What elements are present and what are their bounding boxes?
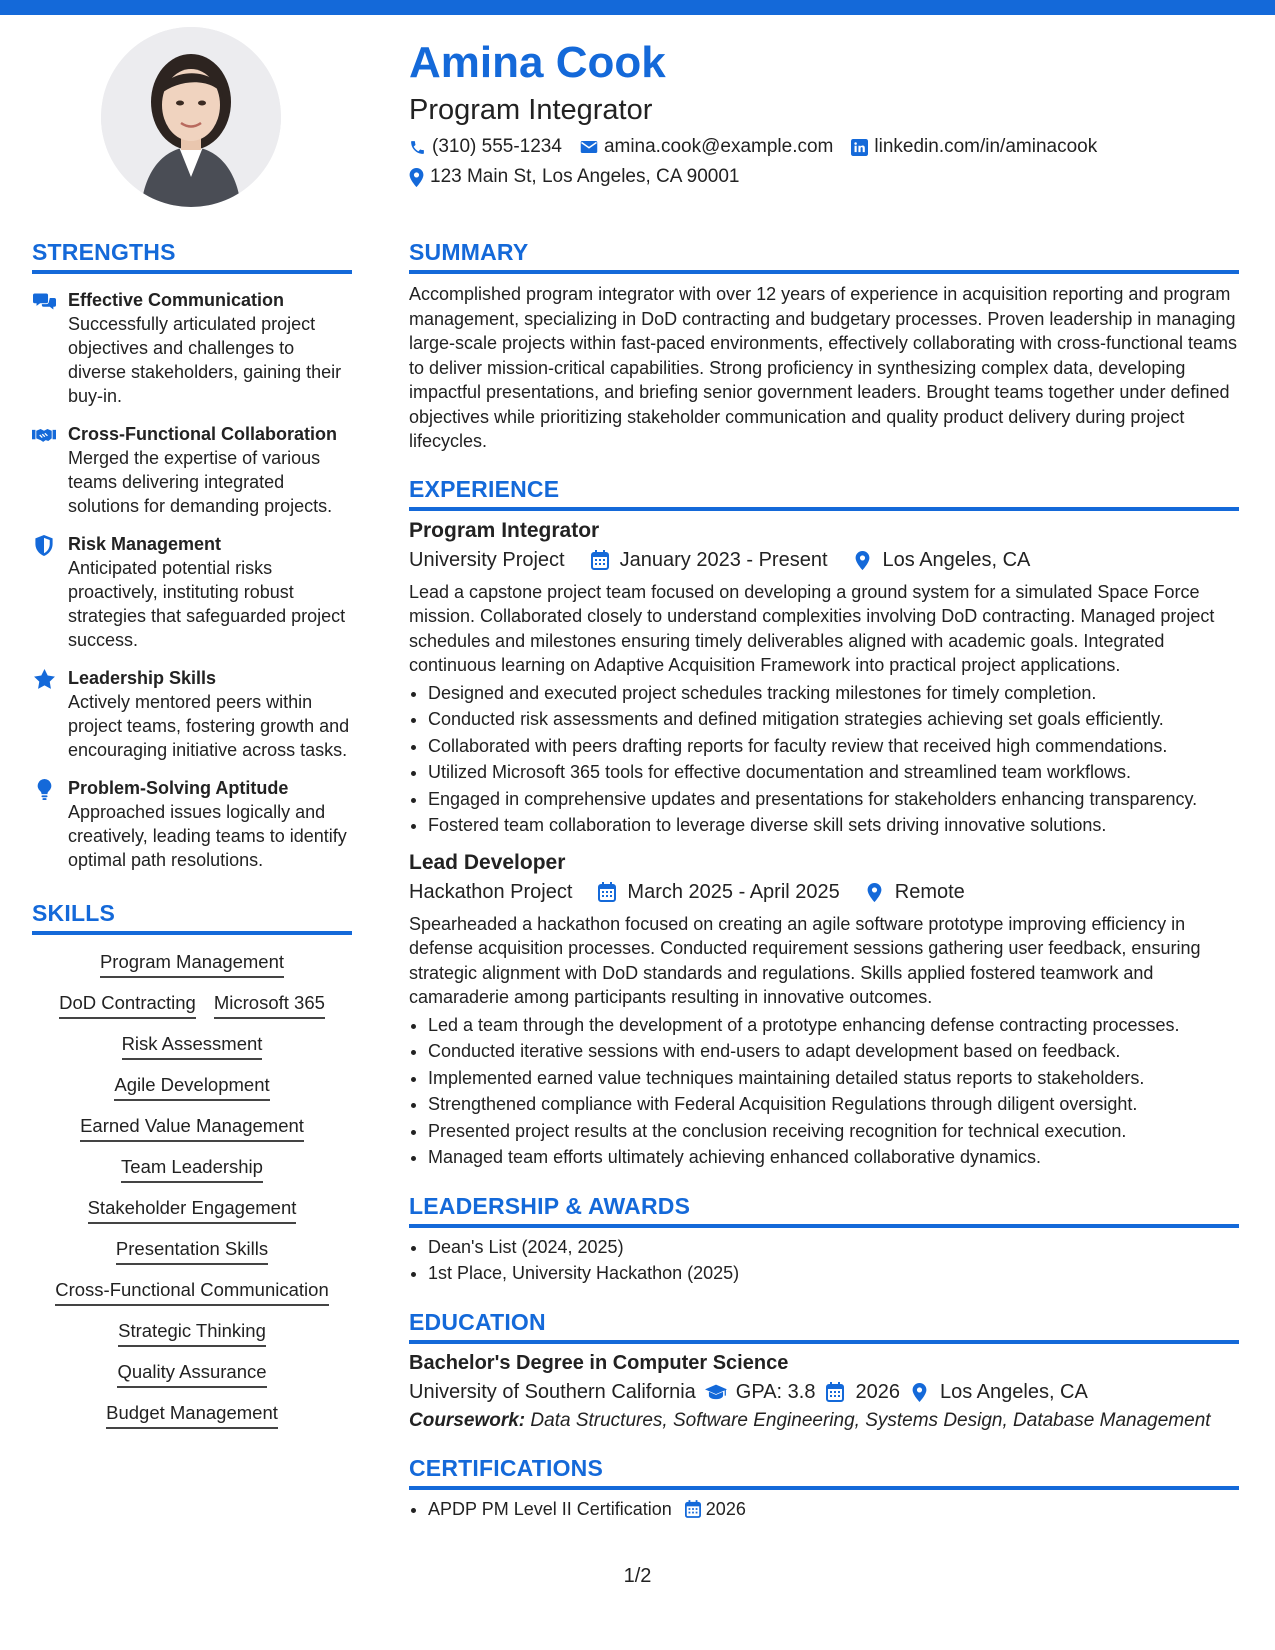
skill-tag: DoD Contracting: [59, 992, 196, 1019]
strength-description: Merged the expertise of various teams delivering integrated solutions for demanding projects.: [68, 448, 333, 516]
job-bullet: • Engaged in comprehensive updates and presentations for stakeholders enhancing transparency.: [428, 786, 1239, 813]
awards-heading: LEADERSHIP & AWARDS: [409, 1193, 1239, 1228]
shield-icon: [32, 533, 56, 557]
comments-icon: [32, 289, 56, 313]
strength-title: Risk Management: [68, 534, 222, 554]
certification-year: 2026: [705, 1498, 746, 1519]
job-title: Lead Developer: [409, 850, 566, 874]
linkedin-icon: [851, 139, 868, 156]
calendar-icon: [589, 549, 611, 571]
degree-title: Bachelor's Degree in Computer Science: [409, 1351, 789, 1374]
graduation-cap-icon: [705, 1381, 727, 1403]
portrait-image: [101, 27, 281, 207]
job-bullets: [409, 1012, 1239, 1171]
calendar-icon: [824, 1381, 846, 1403]
job-bullet: • Presented project results at the conclusion receiving recognition for technical execution.: [428, 1118, 1239, 1145]
job-bullet: • Led a team through the development of a prototype enhancing defense contracting processes.: [428, 1012, 1239, 1039]
job-entry: [409, 519, 1239, 839]
email-text[interactable]: amina.cook@example.com: [603, 136, 834, 158]
job-description: Lead a capstone project team focused on developing a ground system for a simulated Space Force mission. Collaborated closely to understand complexities involving DoD contracting. Managed project schedules and milestones ensuring timely deliverables aligned with academic goals. Integrated continuous learning on Adaptive Acquisition Framework into practical project applications.: [409, 581, 1215, 675]
job-bullet: • Managed team efforts ultimately achieving enhanced collaborative dynamics.: [428, 1144, 1239, 1171]
strength-title: Cross-Functional Collaboration: [68, 424, 338, 444]
strengths-heading: STRENGTHS: [32, 239, 352, 274]
job-bullet: • Collaborated with peers drafting reports for faculty review that received high commendations.: [428, 733, 1239, 760]
experience-section: [409, 476, 1239, 1171]
lightbulb-icon: [32, 777, 56, 801]
job-location: Remote: [894, 880, 965, 903]
graduation-year: 2026: [855, 1380, 900, 1403]
strength-description: Anticipated potential risks proactively, instituting robust strategies that safeguarded project success.: [68, 558, 346, 650]
strength-title: Effective Communication: [68, 290, 285, 310]
profile-photo: [101, 27, 281, 207]
gpa-text: GPA: 3.8: [735, 1380, 816, 1403]
envelope-icon: [580, 139, 598, 155]
certifications-heading: CERTIFICATIONS: [409, 1455, 1239, 1490]
job-dates: January 2023 - Present: [619, 548, 828, 571]
summary-section: [409, 239, 1239, 454]
contact-phone: [409, 136, 562, 158]
right-column: [409, 239, 1239, 1522]
skill-tag: Agile Development: [114, 1074, 269, 1101]
skill-tag: Stakeholder Engagement: [88, 1197, 297, 1224]
left-column: [32, 239, 352, 1429]
map-pin-icon: [409, 168, 424, 187]
strength-description: Successfully articulated project objectives and challenges to diverse stakeholders, gaining their buy-in.: [68, 314, 342, 406]
strength-item: [32, 422, 352, 518]
awards-list: [409, 1234, 1239, 1287]
strength-description: Approached issues logically and creatively, leading teams to identify optimal path resolutions.: [68, 802, 347, 870]
job-title: Program Integrator: [409, 518, 600, 542]
summary-heading: SUMMARY: [409, 239, 1239, 274]
experience-heading: EXPERIENCE: [409, 476, 1239, 511]
address-text: 123 Main St, Los Angeles, CA 90001: [430, 166, 740, 188]
phone-text: (310) 555-1234: [432, 136, 562, 158]
skill-tag: Cross-Functional Communication: [55, 1279, 329, 1306]
handshake-icon: [32, 423, 56, 447]
resume-header: [409, 40, 1229, 188]
school-location: Los Angeles, CA: [939, 1380, 1088, 1403]
calendar-icon: [596, 881, 618, 903]
top-accent-bar: [0, 0, 1275, 15]
award-item: • 1st Place, University Hackathon (2025): [428, 1260, 1239, 1287]
job-meta: [409, 549, 1239, 572]
strength-title: Leadership Skills: [68, 668, 217, 688]
contact-address: [409, 166, 740, 188]
linkedin-text[interactable]: linkedin.com/in/aminacook: [874, 136, 1098, 158]
job-meta: [409, 881, 1239, 904]
strengths-list: [32, 288, 352, 872]
skill-tag: Presentation Skills: [116, 1238, 268, 1265]
strength-item: [32, 288, 352, 408]
skill-tag: Quality Assurance: [117, 1361, 266, 1388]
strength-item: [32, 666, 352, 762]
page-number: 1/2: [623, 1565, 652, 1587]
coursework-label: Coursework:: [409, 1409, 526, 1431]
coursework-list: Data Structures, Software Engineering, Systems Design, Database Management: [530, 1409, 1211, 1431]
skills-heading: SKILLS: [32, 900, 352, 935]
map-pin-icon: [852, 549, 874, 571]
job-bullet: • Utilized Microsoft 365 tools for effective documentation and streamlined team workflows.: [428, 759, 1239, 786]
awards-section: [409, 1193, 1239, 1287]
contact-linkedin[interactable]: [851, 136, 1097, 158]
map-pin-icon: [909, 1381, 931, 1403]
contact-email[interactable]: [580, 136, 833, 158]
skill-tag: Strategic Thinking: [118, 1320, 266, 1347]
skill-tag: Risk Assessment: [122, 1033, 263, 1060]
job-bullet: • Conducted iterative sessions with end-users to adapt development based on feedback.: [428, 1038, 1239, 1065]
skills-list: [32, 951, 352, 1429]
job-bullet: • Conducted risk assessments and defined mitigation strategies achieving set goals efficiently.: [428, 706, 1239, 733]
skill-tag: Budget Management: [106, 1402, 278, 1429]
certifications-section: [409, 1455, 1239, 1523]
skill-tag: Team Leadership: [121, 1156, 263, 1183]
job-location: Los Angeles, CA: [882, 548, 1031, 571]
job-entry: [409, 851, 1239, 1171]
job-bullet: • Implemented earned value techniques maintaining detailed status reports to stakeholders.: [428, 1065, 1239, 1092]
award-item: • Dean's List (2024, 2025): [428, 1234, 1239, 1261]
job-bullet: • Fostered team collaboration to leverage diverse skill sets driving innovative solutions.: [428, 812, 1239, 839]
job-bullet: • Strengthened compliance with Federal Acquisition Regulations through diligent oversight.: [428, 1091, 1239, 1118]
education-meta: [409, 1381, 1239, 1404]
job-bullet: • Designed and executed project schedules tracking milestones for timely completion.: [428, 680, 1239, 707]
star-icon: [32, 667, 56, 691]
job-organization: University Project: [409, 548, 565, 571]
strength-title: Problem-Solving Aptitude: [68, 778, 289, 798]
job-description: Spearheaded a hackathon focused on creating an agile software prototype improving efficiency in defense acquisition processes. Conducted requirement sessions gathering user feedback, ensuring strategic alignment with DoD standards and regulations. Skills applied fostered teamwork and camaraderie among participants resulting in innovative outcomes.: [409, 913, 1201, 1007]
skill-tag: Earned Value Management: [80, 1115, 304, 1142]
coursework: [409, 1408, 1239, 1433]
job-bullets: [409, 680, 1239, 839]
school-name: University of Southern California: [409, 1380, 696, 1403]
certification-name: APDP PM Level II Certification: [428, 1498, 672, 1519]
strength-description: Actively mentored peers within project teams, fostering growth and encouraging initiative across tasks.: [68, 692, 350, 760]
candidate-name: Amina Cook: [409, 38, 666, 87]
education-heading: EDUCATION: [409, 1309, 1239, 1344]
job-organization: Hackathon Project: [409, 880, 573, 903]
certification-item: [428, 1496, 1239, 1523]
map-pin-icon: [864, 881, 886, 903]
education-section: [409, 1309, 1239, 1433]
strength-item: [32, 532, 352, 652]
contact-info: [409, 136, 1169, 188]
summary-text: Accomplished program integrator with over 12 years of experience in acquisition reporting and program management, specializing in DoD contracting and budgetary processes. Proven leadership in managing large-scale projects within fast-paced environments, effectively collaborating with cross-functional teams to deliver mission-critical capabilities. Strong proficiency in synthesizing complex data, developing impactful presentations, and briefing senior government leaders. Brought teams together under defined objectives while prioritizing stakeholder communication and quality product delivery during project lifecycles.: [409, 284, 1238, 451]
skill-tag: Program Management: [100, 951, 284, 978]
skill-tag: Microsoft 365: [214, 992, 325, 1019]
phone-icon: [409, 139, 426, 156]
certifications-list: [409, 1496, 1239, 1523]
candidate-title: Program Integrator: [409, 94, 653, 127]
strength-item: [32, 776, 352, 872]
job-dates: March 2025 - April 2025: [627, 880, 840, 903]
calendar-icon: [685, 1500, 701, 1518]
